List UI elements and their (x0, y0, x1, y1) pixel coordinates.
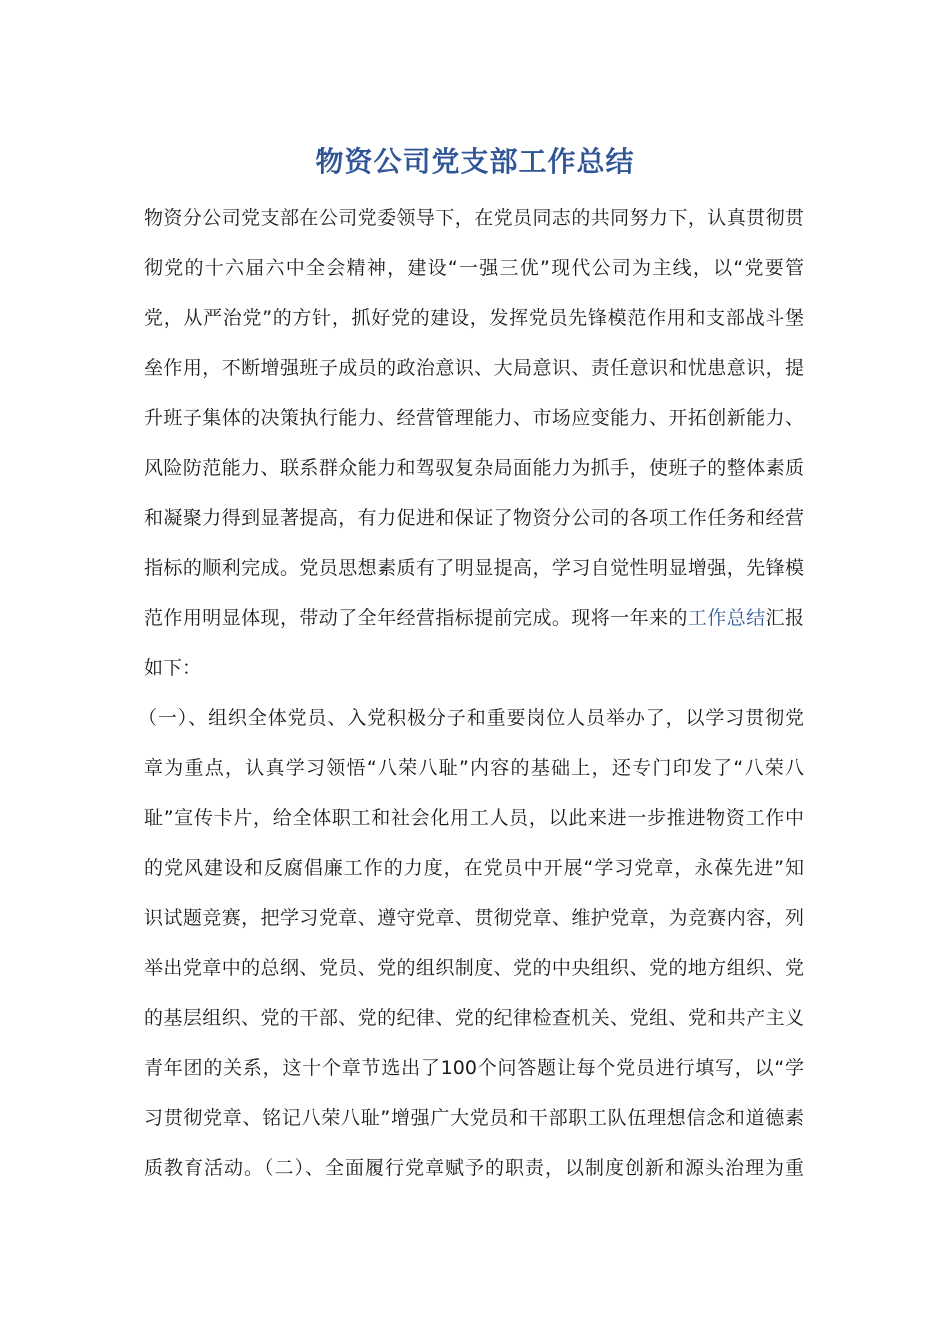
body-line-10: 如下： (144, 657, 202, 679)
document-body (138, 196, 804, 1196)
body-line-13: 耻”宣传卡片，给全体职工和社会化用工人员，以此来进一步推进物资工作中 (144, 807, 804, 829)
body-line-9-tail: 汇报 (765, 607, 804, 629)
body-line-14: 的党风建设和反腐倡廉工作的力度，在党员中开展“学习党章，永葆先进”知 (144, 857, 804, 879)
body-line-3: 党，从严治党”的方针，抓好党的建设，发挥党员先锋模范作用和支部战斗堡 (144, 307, 804, 329)
body-line-4: 垒作用，不断增强班子成员的政治意识、大局意识、责任意识和忧患意识，提 (144, 357, 804, 379)
body-line-8: 指标的顺利完成。党员思想素质有了明显提高，学习自觉性明显增强，先锋模 (144, 557, 804, 579)
body-line-19: 习贯彻党章、铭记八荣八耻”增强广大党员和干部职工队伍理想信念和道德素 (144, 1107, 804, 1129)
body-line-20: 质教育活动。（二）、全面履行党章赋予的职责，以制度创新和源头治理为重 (144, 1157, 804, 1179)
body-line-1: 物资分公司党支部在公司党委领导下，在党员同志的共同努力下，认真贯彻贯 (144, 207, 804, 229)
body-line-9 (144, 596, 804, 646)
body-line-18: 青年团的关系，这十个章节选出了100个问答题让每个党员进行填写，以“学 (144, 1057, 804, 1079)
body-line-17: 的基层组织、党的干部、党的纪律、党的纪律检查机关、党组、党和共产主义 (144, 1007, 804, 1029)
body-line-5: 升班子集体的决策执行能力、经营管理能力、市场应变能力、开拓创新能力、 (144, 407, 804, 429)
document-title: 物资公司党支部工作总结 (315, 145, 635, 178)
body-line-12: 章为重点，认真学习领悟“八荣八耻”内容的基础上，还专门印发了“八荣八 (144, 757, 804, 779)
body-line-9-text: 范作用明显体现，带动了全年经营指标提前完成。现将一年来的 (144, 607, 688, 629)
body-line-2: 彻党的十六届六中全会精神，建设“一强三优”现代公司为主线，以“党要管 (144, 257, 804, 279)
body-line-16: 举出党章中的总纲、党员、党的组织制度、党的中央组织、党的地方组织、党 (144, 957, 804, 979)
body-line-7: 和凝聚力得到显著提高，有力促进和保证了物资分公司的各项工作任务和经营 (144, 507, 804, 529)
body-line-15: 识试题竞赛，把学习党章、遵守党章、贯彻党章、维护党章，为竞赛内容，列 (144, 907, 804, 929)
work-summary-link[interactable]: 工作总结 (687, 607, 766, 629)
body-line-11: （一）、组织全体党员、入党积极分子和重要岗位人员举办了，以学习贯彻党 (138, 707, 804, 729)
body-line-6: 风险防范能力、联系群众能力和驾驭复杂局面能力为抓手，使班子的整体素质 (144, 457, 804, 479)
